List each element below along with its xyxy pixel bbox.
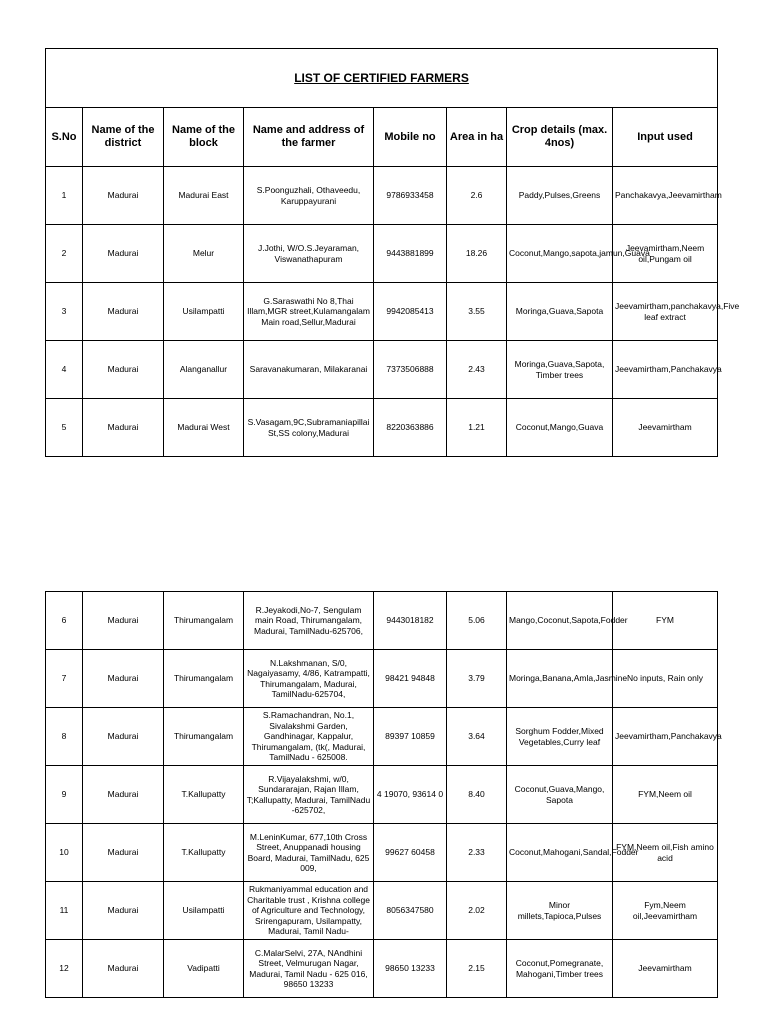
district-value: Madurai	[107, 422, 139, 433]
cell-farmer-name-address	[244, 399, 374, 457]
cell-farmer-name-address	[244, 650, 374, 708]
area-value: 5.06	[468, 615, 485, 626]
cell-input-used	[613, 167, 722, 225]
farmer-name-address-value: S.Ramachandran, No.1, Sivalakshmi Garden, Gandhinagar, Kappalur, Thirumangalam, (tk(, Madurai, TamilNadu - 625008.	[251, 710, 366, 763]
cell-mobile	[374, 399, 447, 457]
district-value: Madurai	[107, 364, 139, 375]
input-used-value: FYM,Neem oil,Fish amino acid	[616, 842, 714, 863]
input-used-value: Jeevamirtham,panchakavya,Five leaf extract	[615, 301, 740, 322]
input-used-value: Jeevamirtham	[638, 422, 692, 433]
farmer-name-address-value: G.Saraswathi No 8,Thai Illam,MGR street,Kulamangalam Main road,Sellur,Madurai	[247, 295, 370, 327]
mobile-value: 9786933458	[386, 190, 434, 201]
cell-area	[447, 167, 507, 225]
cell-input-used	[613, 592, 718, 650]
area-value: 2.15	[468, 963, 485, 974]
cell-block	[164, 824, 244, 882]
cell-mobile	[374, 650, 447, 708]
table-row	[46, 592, 718, 650]
cell-input-used	[613, 283, 740, 341]
crop-details-value: Coconut,Guava,Mango, Sapota	[514, 784, 605, 805]
district-value: Madurai	[107, 847, 139, 858]
farmer-name-address-value: R.Vijayalakshmi, w/0, Sundararajan, Rajan Illam, T;Kallupatty, Madurai, TamilNadu -625702,	[246, 773, 371, 815]
farmer-name-address-value: S.Vasagam,9C,Subramaniapillai St,SS colony,Madurai	[247, 417, 370, 438]
cell-area	[447, 708, 507, 766]
crop-details-value: Sorghum Fodder,Mixed Vegetables,Curry leaf	[515, 726, 604, 747]
input-used-value: FYM,Neem oil	[638, 789, 692, 800]
crop-details-value: Moringa,Guava,Sapota, Timber trees	[514, 359, 605, 380]
mobile-value: 8056347580	[386, 905, 434, 916]
cell-sno	[46, 341, 83, 399]
cell-mobile	[374, 766, 447, 824]
cell-district	[83, 341, 164, 399]
cell-district	[83, 940, 164, 998]
crop-details-value: Coconut,Mango,Guava	[515, 422, 604, 433]
area-value: 2.02	[468, 905, 485, 916]
cell-block	[164, 882, 244, 940]
cell-block	[164, 399, 244, 457]
input-used-value: No inputs, Rain only	[626, 673, 704, 684]
block-value: T.Kallupatty	[181, 789, 226, 800]
cell-mobile	[374, 882, 447, 940]
farmer-name-address-value: C.MalarSelvi, 27A, NAndhini Street, Velmurugan Nagar, Madurai, Tamil Nadu - 625 016, 98650 13233	[249, 947, 368, 989]
header-input-used: Input used	[613, 108, 718, 167]
crop-details-value: Moringa,Banana,Amla,Jasmine	[509, 673, 628, 684]
table-row	[46, 167, 718, 225]
cell-farmer-name-address	[244, 940, 374, 998]
block-value: Usilampatti	[182, 905, 225, 916]
mobile-value: 9443881899	[386, 248, 434, 259]
input-used-value: FYM	[656, 615, 674, 626]
area-value: 3.79	[468, 673, 485, 684]
district-value: Madurai	[107, 905, 139, 916]
header-row	[46, 108, 718, 167]
title-row	[46, 49, 718, 108]
table-row	[46, 341, 718, 399]
certified-farmers-table-part-2	[45, 591, 722, 998]
cell-district	[83, 283, 164, 341]
farmer-name-address-value: M.LeninKumar, 677,10th Cross Street, Anuppanadi housing Board, Madurai, TamilNadu, 625 009,	[247, 831, 370, 873]
header-sno: S.No	[46, 108, 83, 167]
crop-details-value: Coconut,Pomegranate, Mahogani,Timber trees	[515, 958, 604, 979]
cell-farmer-name-address	[244, 167, 374, 225]
cell-mobile	[374, 940, 447, 998]
cell-district	[83, 882, 164, 940]
sno-value: 9	[61, 789, 67, 800]
cell-crop-details	[507, 283, 613, 341]
cell-crop-details	[507, 167, 613, 225]
table-body-2	[46, 592, 722, 998]
farmer-name-address-value: S.Poonguzhali, Othaveedu, Karuppayurani	[256, 185, 361, 206]
block-value: Melur	[192, 248, 215, 259]
table-row	[46, 225, 718, 283]
table-row	[46, 708, 718, 766]
cell-farmer-name-address	[244, 766, 374, 824]
cell-district	[83, 399, 164, 457]
table-row	[46, 399, 718, 457]
table-row	[46, 940, 718, 998]
cell-district	[83, 766, 164, 824]
input-used-value: Jeevamirtham,Panchakavya	[615, 731, 722, 742]
sno-value: 8	[61, 731, 67, 742]
cell-area	[447, 940, 507, 998]
cell-sno	[46, 708, 83, 766]
area-value: 8.40	[468, 789, 485, 800]
mobile-value: 89397 10859	[385, 731, 435, 742]
cell-block	[164, 940, 244, 998]
mobile-value: 7373506888	[386, 364, 434, 375]
cell-farmer-name-address	[244, 882, 374, 940]
block-value: Madurai West	[177, 422, 230, 433]
sno-value: 3	[61, 306, 67, 317]
mobile-value: 98650 13233	[385, 963, 435, 974]
cell-area	[447, 225, 507, 283]
cell-block	[164, 167, 244, 225]
cell-crop-details	[507, 592, 628, 650]
cell-district	[83, 592, 164, 650]
sno-value: 12	[59, 963, 69, 974]
block-value: Usilampatti	[182, 306, 225, 317]
farmer-name-address-value: Rukmaniyammal education and Charitable trust , Krishna college of Agriculture and Technology, Srirengapuram, Usilampatty, Madurai, Tamil Nadu-	[247, 884, 370, 937]
cell-farmer-name-address	[244, 592, 374, 650]
cell-sno	[46, 824, 83, 882]
cell-sno	[46, 882, 83, 940]
sno-value: 10	[59, 847, 69, 858]
certified-farmers-table-part-1	[45, 48, 740, 457]
header-farmer-name-address: Name and address of the farmer	[244, 108, 374, 167]
cell-farmer-name-address	[244, 341, 374, 399]
cell-crop-details	[507, 225, 650, 283]
cell-block	[164, 708, 244, 766]
cell-crop-details	[507, 940, 613, 998]
cell-district	[83, 708, 164, 766]
input-used-value: Fym,Neem oil,Jeevamirtham	[632, 900, 698, 921]
crop-details-value: Paddy,Pulses,Greens	[518, 190, 601, 201]
cell-area	[447, 399, 507, 457]
cell-area	[447, 341, 507, 399]
area-value: 18.26	[465, 248, 488, 259]
cell-input-used	[613, 882, 718, 940]
cell-input-used	[613, 940, 718, 998]
mobile-value: 9443018182	[386, 615, 434, 626]
block-value: Thirumangalam	[173, 731, 234, 742]
input-used-value: Panchakavya,Jeevamirtham	[615, 190, 722, 201]
cell-block	[164, 283, 244, 341]
crop-details-value: Moringa,Guava,Sapota	[515, 306, 604, 317]
cell-district	[83, 225, 164, 283]
cell-mobile	[374, 592, 447, 650]
cell-district	[83, 824, 164, 882]
cell-block	[164, 225, 244, 283]
cell-sno	[46, 650, 83, 708]
farmer-name-address-value: J.Jothi, W/O.S.Jeyaraman, Viswanathapuram	[257, 243, 360, 264]
table-row	[46, 766, 718, 824]
cell-block	[164, 592, 244, 650]
district-value: Madurai	[107, 306, 139, 317]
sno-value: 5	[61, 422, 67, 433]
header-area: Area in ha	[447, 108, 507, 167]
block-value: T.Kallupatty	[181, 847, 226, 858]
cell-area	[447, 882, 507, 940]
table-row	[46, 283, 718, 341]
cell-mobile	[374, 708, 447, 766]
mobile-value: 9942085413	[386, 306, 434, 317]
district-value: Madurai	[107, 190, 139, 201]
document-title: LIST OF CERTIFIED FARMERS	[294, 71, 469, 85]
cell-crop-details	[507, 341, 613, 399]
header-crop-details: Crop details (max. 4nos)	[507, 108, 613, 167]
table-row	[46, 650, 718, 708]
cell-sno	[46, 766, 83, 824]
crop-details-value: Coconut,Mahogani,Sandal,Fodder	[509, 847, 639, 858]
mobile-value: 8220363886	[386, 422, 434, 433]
farmer-name-address-value: R.Jeyakodi,No-7, Sengulam main Road, Thirumangalam, Madurai, TamilNadu-625706,	[254, 604, 363, 636]
cell-farmer-name-address	[244, 824, 374, 882]
cell-farmer-name-address	[244, 708, 374, 766]
block-value: Madurai East	[178, 190, 229, 201]
cell-area	[447, 824, 507, 882]
district-value: Madurai	[107, 248, 139, 259]
area-value: 1.21	[468, 422, 485, 433]
cell-crop-details	[507, 708, 613, 766]
cell-crop-details	[507, 650, 628, 708]
cell-input-used	[613, 766, 718, 824]
cell-mobile	[374, 167, 447, 225]
sno-value: 7	[61, 673, 67, 684]
mobile-value: 98421 94848	[385, 673, 435, 684]
area-value: 3.64	[468, 731, 485, 742]
area-value: 2.6	[470, 190, 483, 201]
input-used-value: Jeevamirtham,Neem oil,Pungam oil	[625, 243, 705, 264]
sno-value: 4	[61, 364, 67, 375]
document-title-cell	[46, 49, 718, 108]
block-value: Alanganallur	[179, 364, 228, 375]
cell-mobile	[374, 225, 447, 283]
cell-block	[164, 650, 244, 708]
cell-crop-details	[507, 824, 639, 882]
cell-mobile	[374, 283, 447, 341]
mobile-value: 99627 60458	[385, 847, 435, 858]
input-used-value: Jeevamirtham,Panchakavya	[615, 364, 722, 375]
cell-input-used	[613, 399, 718, 457]
sno-value: 6	[61, 615, 67, 626]
area-value: 3.55	[468, 306, 485, 317]
header-block: Name of the block	[164, 108, 244, 167]
cell-sno	[46, 940, 83, 998]
cell-crop-details	[507, 766, 613, 824]
cell-area	[447, 592, 507, 650]
cell-crop-details	[507, 882, 613, 940]
sno-value: 1	[61, 190, 67, 201]
cell-farmer-name-address	[244, 225, 374, 283]
cell-mobile	[374, 341, 447, 399]
cell-sno	[46, 399, 83, 457]
district-value: Madurai	[107, 789, 139, 800]
mobile-value: 4 19070, 93614 0	[376, 789, 444, 800]
cell-input-used	[613, 341, 722, 399]
cell-area	[447, 766, 507, 824]
sno-value: 2	[61, 248, 67, 259]
cell-area	[447, 650, 507, 708]
cell-sno	[46, 167, 83, 225]
area-value: 2.33	[468, 847, 485, 858]
input-used-value: Jeevamirtham	[638, 963, 692, 974]
block-value: Thirumangalam	[173, 673, 234, 684]
cell-crop-details	[507, 399, 613, 457]
table-row	[46, 882, 718, 940]
cell-mobile	[374, 824, 447, 882]
cell-sno	[46, 592, 83, 650]
area-value: 2.43	[468, 364, 485, 375]
farmer-name-address-value: Saravanakumaran, Milakaranai	[249, 364, 368, 375]
table-body-1	[46, 167, 740, 457]
crop-details-value: Coconut,Mango,sapota,jamun,Guava	[509, 248, 650, 259]
cell-input-used	[613, 650, 718, 708]
crop-details-value: Minor millets,Tapioca,Pulses	[517, 900, 602, 921]
cell-district	[83, 650, 164, 708]
header-district: Name of the district	[83, 108, 164, 167]
district-value: Madurai	[107, 963, 139, 974]
cell-sno	[46, 283, 83, 341]
table-row	[46, 824, 718, 882]
cell-farmer-name-address	[244, 283, 374, 341]
cell-sno	[46, 225, 83, 283]
header-mobile: Mobile no	[374, 108, 447, 167]
block-value: Vadipatti	[187, 963, 220, 974]
cell-area	[447, 283, 507, 341]
cell-block	[164, 766, 244, 824]
block-value: Thirumangalam	[173, 615, 234, 626]
district-value: Madurai	[107, 731, 139, 742]
cell-block	[164, 341, 244, 399]
farmer-name-address-value: N.Lakshmanan, S/0, Nagaiyasamy, 4/86, Katrampatti, Thirumangalam, Madurai, TamilNadu-625704,	[247, 657, 370, 699]
crop-details-value: Mango,Coconut,Sapota,Fodder	[509, 615, 628, 626]
sno-value: 11	[59, 905, 69, 916]
district-value: Madurai	[107, 615, 139, 626]
cell-district	[83, 167, 164, 225]
district-value: Madurai	[107, 673, 139, 684]
cell-input-used	[613, 708, 722, 766]
